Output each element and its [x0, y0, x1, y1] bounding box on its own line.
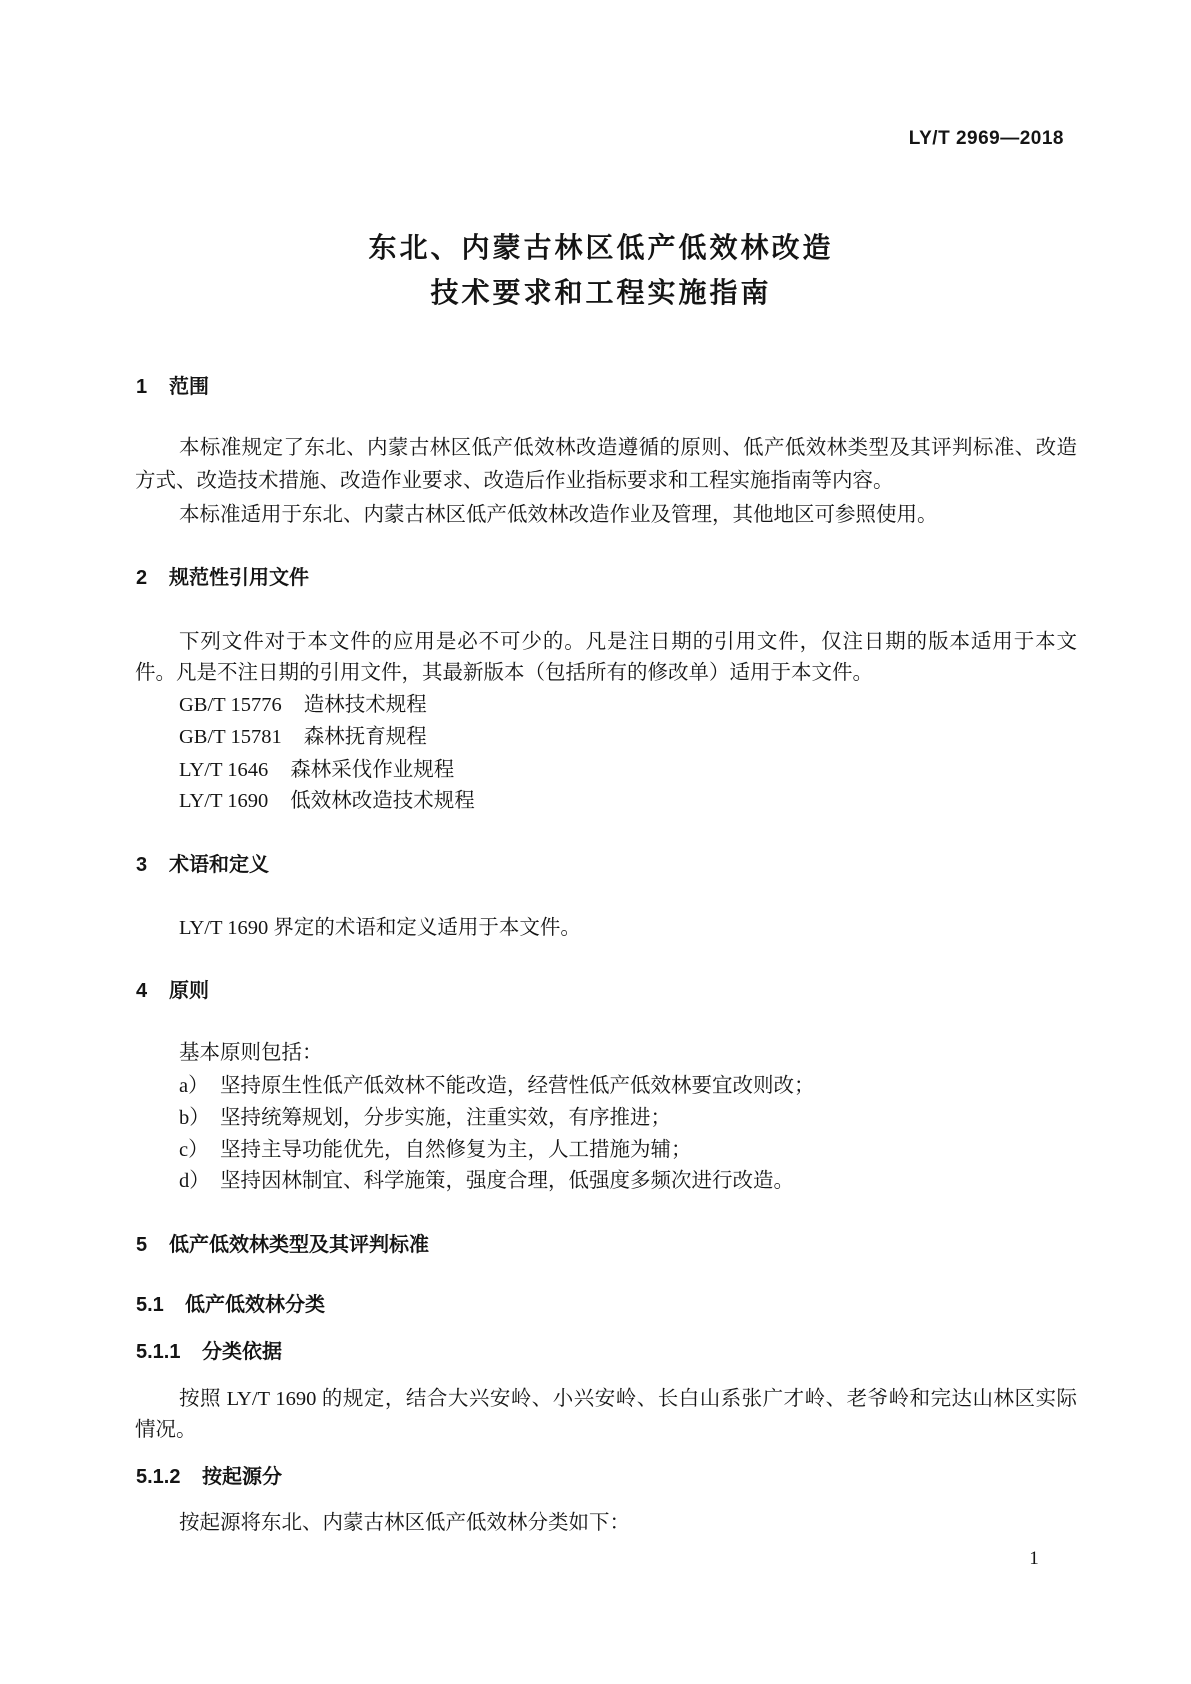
section-3-heading	[136, 850, 269, 880]
section-1-paragraph-2: 本标准适用于东北、内蒙古林区低产低效林改造作业及管理，其他地区可参照使用。	[179, 504, 938, 526]
section-5-1-2-title: 按起源分	[202, 1466, 282, 1488]
section-5-1-1-paragraph-line-2: 情况。	[135, 1419, 197, 1441]
section-5-1-2-heading	[136, 1462, 282, 1492]
section-5-number: 5	[136, 1234, 148, 1256]
section-5-1-1-paragraph-line-1: 按照 LY/T 1690 的规定，结合大兴安岭、小兴安岭、长白山系张广才岭、老爷岭和完达山林区实际	[179, 1388, 1077, 1410]
section-5-1-1-heading	[136, 1337, 282, 1367]
reference-title: 造林技术规程	[303, 694, 427, 716]
list-item-label: b）	[179, 1107, 210, 1129]
list-item-label: d）	[179, 1170, 210, 1192]
reference-code: LY/T 1646	[179, 759, 269, 781]
section-5-1-number: 5.1	[136, 1294, 164, 1316]
reference-code: LY/T 1690	[179, 790, 269, 812]
reference-item	[135, 786, 1077, 816]
list-item-text: 坚持主导功能优先，自然修复为主，人工措施为辅；	[220, 1139, 692, 1161]
section-4-title: 原则	[169, 980, 209, 1002]
section-1-paragraph-1-line-2: 方式、改造技术措施、改造作业要求、改造后作业指标要求和工程实施指南等内容。	[135, 470, 894, 492]
reference-title: 低效林改造技术规程	[290, 790, 475, 812]
reference-code: GB/T 15776	[179, 694, 282, 716]
page-number: 1	[1029, 1548, 1039, 1569]
section-5-1-2-paragraph: 按起源将东北、内蒙古林区低产低效林分类如下：	[179, 1512, 630, 1534]
list-item-text: 坚持统筹规划，分步实施，注重实效，有序推进；	[220, 1107, 671, 1129]
list-item	[135, 1071, 1077, 1101]
section-2-paragraph-line-2: 件。凡是不注日期的引用文件，其最新版本（包括所有的修改单）适用于本文件。	[135, 662, 873, 684]
section-5-1-title: 低产低效林分类	[185, 1294, 325, 1316]
section-1-title: 范围	[169, 376, 209, 398]
section-3-paragraph: LY/T 1690 界定的术语和定义适用于本文件。	[179, 917, 581, 939]
reference-item	[135, 755, 1077, 785]
section-4-intro: 基本原则包括：	[179, 1042, 323, 1064]
list-item	[135, 1166, 1077, 1196]
list-item-text: 坚持原生性低产低效林不能改造，经营性低产低效林要宜改则改；	[220, 1075, 815, 1097]
document-title-line-2: 技术要求和工程实施指南	[430, 277, 772, 308]
list-item	[135, 1135, 1077, 1165]
section-4-heading	[136, 976, 209, 1006]
section-4-number: 4	[136, 980, 148, 1002]
section-1-heading	[136, 372, 209, 402]
list-item	[135, 1103, 1077, 1133]
section-5-1-1-title: 分类依据	[202, 1341, 282, 1363]
reference-code: GB/T 15781	[179, 726, 282, 748]
list-item-label: c）	[179, 1139, 209, 1161]
section-5-title: 低产低效林类型及其评判标准	[169, 1234, 429, 1256]
section-2-title: 规范性引用文件	[169, 567, 309, 589]
reference-item	[135, 690, 1077, 720]
section-5-heading	[136, 1230, 429, 1260]
section-3-title: 术语和定义	[169, 854, 269, 876]
section-5-1-1-number: 5.1.1	[136, 1341, 181, 1363]
section-2-number: 2	[136, 567, 148, 589]
reference-item	[135, 722, 1077, 752]
reference-title: 森林采伐作业规程	[290, 759, 455, 781]
list-item-label: a）	[179, 1075, 209, 1097]
section-1-paragraph-1-line-1: 本标准规定了东北、内蒙古林区低产低效林改造遵循的原则、低产低效林类型及其评判标准、改造	[179, 437, 1077, 459]
section-2-heading	[136, 563, 309, 593]
section-3-number: 3	[136, 854, 148, 876]
section-2-paragraph-line-1: 下列文件对于本文件的应用是必不可少的。凡是注日期的引用文件，仅注日期的版本适用于本文	[179, 631, 1077, 653]
standard-code: LY/T 2969—2018	[908, 128, 1064, 149]
section-5-1-2-number: 5.1.2	[136, 1466, 181, 1488]
list-item-text: 坚持因林制宜、科学施策，强度合理，低强度多频次进行改造。	[220, 1170, 794, 1192]
section-1-number: 1	[136, 376, 148, 398]
section-5-1-heading	[136, 1290, 325, 1320]
document-title-line-1: 东北、内蒙古林区低产低效林改造	[368, 232, 834, 263]
reference-title: 森林抚育规程	[303, 726, 427, 748]
